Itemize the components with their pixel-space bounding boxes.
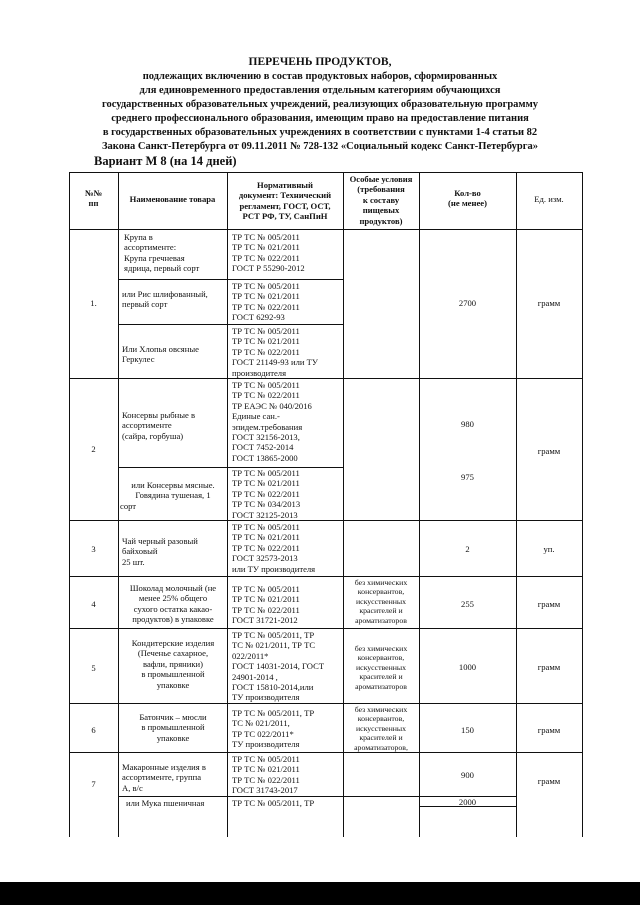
table-border	[69, 576, 583, 577]
doc-line: 24901-2014 ,	[232, 671, 278, 682]
table-border	[69, 520, 583, 521]
product-name	[120, 583, 226, 625]
normative-doc	[232, 754, 342, 796]
name-line: Крупа гречневая	[124, 252, 185, 263]
condition-line: без химических	[354, 578, 408, 587]
doc-line: ТР ТС № 022/2011	[232, 604, 300, 615]
header-name: Наименование товара	[129, 194, 216, 204]
name-line: продуктов) в упаковке	[132, 614, 214, 625]
table-border	[118, 324, 343, 325]
condition-line: искусственных	[355, 596, 407, 606]
header-cond-line: (требования	[357, 184, 405, 195]
doc-line: ТР ТС № 021/2011	[232, 532, 300, 543]
name-line: 25 шт.	[122, 556, 145, 567]
name-line: вафли, пряники)	[143, 658, 203, 669]
special-conditions	[345, 705, 417, 752]
row-number: 5	[91, 663, 96, 673]
header-qty-line: (не менее)	[448, 198, 487, 209]
doc-line: ТР ТС № 021/2011	[232, 594, 300, 605]
name-line: А, в/с	[122, 782, 143, 793]
quantity: 2000	[458, 797, 477, 807]
name-line: (сайра, горбуша)	[122, 430, 184, 441]
unit: грамм	[537, 298, 561, 308]
product-name	[122, 762, 226, 793]
doc-line: ТС № 021/2011,	[232, 718, 290, 729]
condition-line: без химических	[354, 644, 408, 653]
table-border	[69, 628, 583, 629]
doc-line: ГОСТ Р 55290-2012	[232, 263, 305, 274]
table-border	[69, 752, 583, 753]
name-line: (Печенье сахарное,	[137, 648, 209, 659]
doc-line: ТР ТС № 005/2011	[232, 468, 300, 478]
doc-line: ТР ТС № 022/2011	[232, 252, 300, 263]
header-num-line: пп	[88, 198, 99, 209]
normative-doc	[232, 522, 342, 574]
header-qty	[419, 188, 516, 209]
doc-line: ТР ЕАЭС № 040/2016	[232, 400, 312, 411]
condition-line: искусственных	[355, 662, 407, 672]
row-number: 7	[91, 779, 96, 789]
doc-line: ТР ТС № 021/2011	[232, 336, 300, 347]
name-line: сорт	[120, 500, 137, 511]
special-conditions	[345, 578, 417, 625]
product-name	[122, 344, 226, 365]
unit: грамм	[537, 725, 561, 735]
doc-line: ГОСТ 21149-93 или ТУ	[232, 357, 318, 368]
name-line: Говядина тушеная, 1	[135, 490, 211, 501]
name-line: Шоколад молочный (не	[129, 583, 217, 593]
name-line: в промышленной	[141, 669, 205, 680]
special-conditions	[345, 644, 417, 691]
name-line: Кондитерские изделия	[131, 638, 215, 648]
doc-line: ТР ТС № 034/2013	[232, 499, 301, 510]
row-number: 3	[91, 544, 96, 554]
unit: грамм	[537, 599, 561, 609]
condition-line: консервантов,	[357, 587, 405, 597]
doc-line: ТУ производителя	[232, 739, 300, 750]
doc-line: ТР ТС № 022/2011	[232, 390, 300, 401]
doc-line: или ТУ производителя	[232, 563, 316, 574]
doc-line: ГОСТ 13865-2000	[232, 452, 298, 463]
unit: уп.	[543, 544, 555, 554]
name-line: Макаронные изделия в	[122, 762, 206, 772]
doc-line: ТР ТС № 022/2011	[232, 488, 300, 499]
header-cond-line: пищевых	[362, 205, 400, 216]
row-number: 4	[91, 599, 96, 609]
name-line: упаковке	[156, 732, 190, 743]
name-line: первый сорт	[122, 299, 168, 310]
doc-line: производителя	[232, 367, 287, 378]
product-name	[120, 638, 226, 690]
condition-line: ароматизаторов	[355, 615, 407, 625]
product-name	[122, 289, 226, 310]
heading-line: для единовременного предоставления отдельным категориям обучающихся	[139, 85, 501, 96]
doc-line: ТР ТС № 022/2011	[232, 774, 300, 785]
quantity: 2700	[458, 298, 477, 308]
doc-line: ГОСТ 7452-2014	[232, 442, 294, 453]
condition-line: красителей и	[359, 672, 403, 682]
product-name	[122, 410, 226, 441]
heading-line: среднего профессионального образования, имеющим право на предоставление питания	[111, 113, 529, 124]
quantity: 255	[461, 599, 474, 609]
doc-line: ТР ТС № 005/2011	[232, 380, 300, 390]
name-line: байховый	[122, 546, 158, 557]
doc-line: ТР ТС № 005/2011, ТР	[232, 708, 315, 718]
heading-line: подлежащих включению в состав продуктовых наборов, сформированных	[142, 71, 498, 82]
table-border	[419, 172, 420, 837]
doc-line: ТР ТС № 005/2011	[232, 232, 300, 242]
row-number: 2	[91, 444, 96, 454]
doc-line: ТР ТС № 005/2011	[232, 584, 300, 594]
normative-doc: ТР ТС № 005/2011, ТР	[232, 798, 315, 808]
name-line: Геркулес	[122, 354, 155, 365]
doc-line: ТР ТС № 005/2011	[232, 281, 300, 291]
doc-line: ГОСТ 32156-2013,	[232, 432, 300, 443]
header-num	[69, 188, 118, 209]
header-cond-line: продуктов)	[359, 215, 403, 226]
unit: грамм	[537, 776, 561, 786]
name-line: ассортименте:	[124, 242, 177, 253]
condition-line: без химических	[354, 705, 408, 714]
header-unit: Ед. изм.	[534, 194, 564, 204]
doc-line: ТУ производителя	[232, 692, 300, 703]
table-border	[118, 279, 343, 280]
name-line: Консервы рыбные в	[122, 410, 196, 420]
quantity: 2	[465, 544, 470, 554]
header-qty-line: Кол-во	[454, 188, 481, 198]
name-line: ассортименте	[122, 420, 172, 431]
condition-line: ароматизаторов	[355, 681, 407, 691]
doc-line: ТР ТС № 022/2011	[232, 301, 300, 312]
normative-doc	[232, 708, 342, 750]
doc-line: ГОСТ 14031-2014, ГОСТ	[232, 661, 325, 672]
name-line: сухого остатка какао-	[133, 603, 213, 614]
normative-doc	[232, 630, 342, 703]
normative-doc	[232, 281, 342, 323]
doc-line: ГОСТ 32125-2013	[232, 509, 298, 520]
doc-line: ГОСТ 31721-2012	[232, 615, 298, 626]
table-border	[118, 172, 119, 837]
name-line: Чай черный разовый	[122, 536, 198, 546]
table-border	[582, 172, 583, 837]
table-border	[69, 229, 583, 230]
doc-line: ГОСТ 31743-2017	[232, 785, 298, 796]
header-cond-line: к составу	[362, 194, 400, 205]
doc-line: ТС № 021/2011, ТР ТС	[232, 640, 316, 651]
unit: грамм	[537, 446, 561, 456]
doc-line: ТР ТС № 005/2011	[232, 522, 300, 532]
header-cond-line: Особые условия	[349, 174, 413, 184]
name-line: менее 25% общего	[138, 593, 208, 604]
document-title: ПЕРЕЧЕНЬ ПРОДУКТОВ,	[248, 56, 392, 68]
doc-line: ГОСТ 6292-93	[232, 312, 285, 323]
name-line: Крупа в	[124, 232, 153, 242]
product-name	[122, 536, 226, 567]
doc-line: ТР ТС № 021/2011	[232, 478, 300, 489]
doc-line: ТР ТС № 021/2011	[232, 764, 300, 775]
normative-doc	[232, 584, 342, 626]
row-number: 1.	[90, 298, 97, 308]
name-line: Батончик – мюсли	[139, 712, 207, 722]
normative-doc	[232, 468, 342, 520]
name-line: Или Хлопья овсяные	[122, 344, 199, 354]
condition-line: ароматизаторов,	[354, 742, 408, 752]
header-doc-line: Нормативный	[257, 180, 313, 190]
heading-line: Закона Санкт-Петербурга от 09.11.2011 № 728-132 «Социальный кодекс Санкт-Петербурга»	[101, 141, 539, 152]
doc-line: ТР ТС № 005/2011	[232, 326, 300, 336]
quantity: 980	[461, 419, 474, 429]
doc-line: ГОСТ 32573-2013	[232, 553, 298, 564]
header-doc-line: РСТ РФ, ТУ, СанПиН	[242, 211, 328, 222]
normative-doc	[232, 380, 342, 463]
header-conditions	[343, 174, 419, 226]
name-line: или Консервы мясные.	[131, 480, 215, 490]
table-border	[69, 703, 583, 704]
header-doc-line: документ: Технический	[238, 190, 332, 201]
header-num-line: №№	[84, 188, 103, 198]
doc-line: 022/2011*	[232, 650, 269, 661]
product-name: или Мука пшеничная	[126, 798, 205, 808]
unit: грамм	[537, 662, 561, 672]
name-line: ядрица, первый сорт	[124, 263, 200, 274]
product-name	[120, 480, 226, 511]
doc-line: ТР ТС № 022/2011	[232, 346, 300, 357]
normative-doc	[232, 232, 342, 274]
scan-edge-bar	[0, 882, 640, 905]
doc-line: ТР ТС № 021/2011	[232, 242, 300, 253]
header-doc-line: регламент, ГОСТ, ОСТ,	[239, 200, 331, 211]
table-border	[69, 172, 70, 837]
heading-line: государственных образовательных учреждений, реализующих образовательную программу	[101, 99, 538, 110]
condition-line: консервантов,	[357, 653, 405, 663]
doc-line: ТР ТС № 005/2011	[232, 754, 300, 764]
doc-line: ТР ТС № 022/2011	[232, 542, 300, 553]
condition-line: красителей и	[359, 733, 403, 743]
condition-line: красителей и	[359, 606, 403, 616]
quantity: 150	[461, 725, 474, 735]
variant-label: Вариант М 8 (на 14 дней)	[94, 154, 237, 168]
heading-line: в государственных образовательных учреждениях в соответствии с пунктами 1-4 статьи 82	[102, 127, 538, 138]
quantity: 900	[461, 770, 474, 780]
name-line: в промышленной	[141, 722, 205, 733]
normative-doc	[232, 326, 342, 378]
doc-line: ГОСТ 15810-2014,или	[232, 682, 314, 693]
table-border	[343, 172, 344, 837]
table-border	[516, 172, 517, 837]
doc-line: Единые сан.-	[232, 411, 280, 422]
name-line: упаковке	[156, 679, 190, 690]
quantity: 975	[461, 472, 474, 482]
name-line: ассортименте, группа	[122, 772, 202, 783]
quantity: 1000	[458, 662, 477, 672]
doc-line: ТР ТС № 005/2011, ТР	[232, 630, 315, 640]
table-border	[69, 172, 583, 173]
condition-line: искусственных	[355, 723, 407, 733]
name-line: или Рис шлифованный,	[122, 289, 208, 299]
table-border	[227, 172, 228, 837]
doc-line: ТР ТС № 021/2011	[232, 291, 300, 302]
doc-line: эпидем.требования	[232, 421, 303, 432]
product-name	[124, 232, 226, 274]
doc-line: ТР ТС 022/2011*	[232, 728, 294, 739]
row-number: 6	[91, 725, 96, 735]
condition-line: консервантов,	[357, 714, 405, 724]
product-name	[120, 712, 226, 743]
header-doc	[227, 180, 343, 222]
table-border	[69, 378, 583, 379]
